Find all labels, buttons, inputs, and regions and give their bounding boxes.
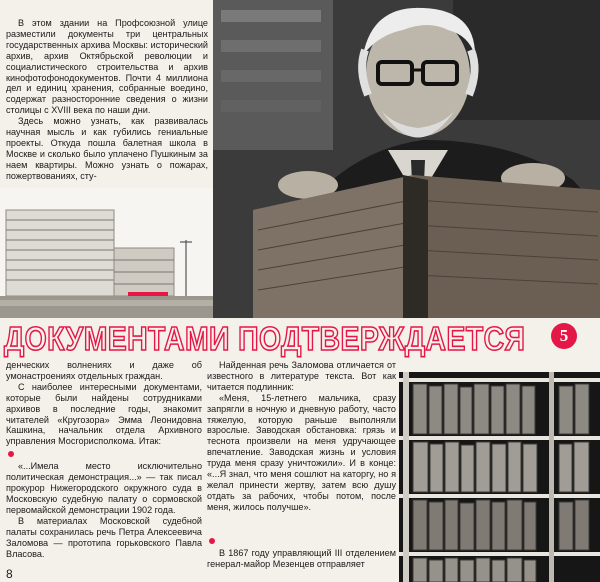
column-2-footer	[207, 538, 396, 570]
intro-paragraph-2: Здесь можно узнать, как развивалась научная мысль и как губились гениальные проекты. Откуда пошла балетная школа в Москве и сколько было уплачено Пушкиным за наем квартиры. Можно узнать о пожарах, пожертвованиях, сту-	[6, 116, 208, 181]
building-illustration	[0, 188, 213, 318]
column-1-paragraph-3: «...Имела место исключительно политическая демонстрация...» — так писал прокурор Нижегородского окружного суда в Московскую судебную палату о сормовской первомайской демонстрации 1902 года.	[6, 461, 202, 515]
column-1	[6, 360, 202, 559]
page-number: 8	[6, 567, 13, 581]
archive-shelves-photo	[399, 372, 600, 582]
intro-text	[6, 18, 208, 182]
column-1-paragraph-4: В материалах Московской судебной палаты сохранилась речь Петра Алексеевича Заломова — прототипа горьковского Павла Власова.	[6, 515, 202, 559]
bullet-dot-icon	[209, 538, 215, 544]
bullet-dot-icon	[8, 451, 14, 457]
archivist-illustration	[213, 0, 600, 318]
column-2	[207, 360, 396, 513]
column-2-paragraph-3: В 1867 году управляющий III отделением генерал-майор Мезенцев отправляет	[207, 548, 396, 569]
column-1-paragraph-2: С наиболее интересными документами, которые были найдены сотрудниками архивов в последние годы, знакомит читателей «Кругозора» Эмма Леонидовна Кашкина, начальник отдела Архивного управления Мосгорисполкома. Итак:	[6, 381, 202, 447]
shelves-illustration	[399, 372, 600, 582]
archivist-photo	[213, 0, 600, 318]
column-1-paragraph-1: денческих волнениях и даже об умонастроениях отдельных граждан.	[6, 360, 202, 381]
column-2-paragraph-2: «Меня, 15-летнего мальчика, сразу запрягли в ночную и дневную работу, часто тяжелую, которую раньше выполняли взрослые. Заводская обстановка: грязь и теснота произвели на меня удручающее впечатление. Заводская жизнь и условия труда меня сразу уничтожили». И в конце: «...Я знал, что меня сошлют на каторгу, но я желал принести жертву, затем всю душу отдать за рабочих, чтобы потом, после меня, жилось получше».	[207, 392, 396, 512]
article-headline: ДОКУМЕНТАМИ ПОДТВЕРЖДАЕТСЯ	[4, 320, 526, 357]
intro-paragraph-1: В этом здании на Профсоюзной улице разместили документы три центральных государственных архива Москвы: исторический архив, архив Октябрьской революции и социалистического строительства и архив кинофотофонодокументов. Почти 4 миллиона дел и единиц хранения, собранные воедино, содержат разносторонние сведения о жизни столицы с XVIII века по наши дни.	[6, 18, 208, 116]
archive-building-photo	[0, 188, 213, 318]
column-2-paragraph-1: Найденная речь Заломова отличается от известного в литературе текста. Вот как читается подлинник:	[207, 360, 396, 392]
section-number-badge: 5	[551, 323, 577, 349]
